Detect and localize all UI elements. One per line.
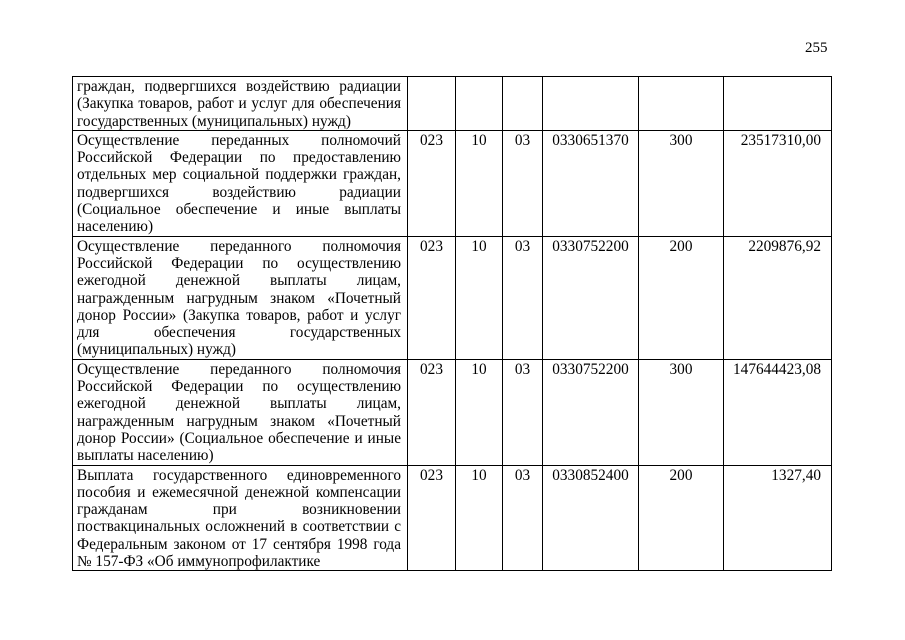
table-row (73, 359, 832, 465)
target-article-cell: 0330752200 (543, 236, 639, 359)
expense-type-cell: 200 (639, 236, 724, 359)
page-number: 255 (805, 40, 828, 56)
table-row (73, 465, 832, 571)
row-name-cell: Осуществление переданного полномочия Российской Федерации по осуществлению ежегодной денежной выплаты лицам, награжденным нагрудным знаком «Почетный донор России» (Закупка товаров, работ и услуг для обеспечения государственных (муниципальных) нужд) (73, 236, 408, 359)
grbs-cell: 023 (408, 359, 456, 465)
grbs-cell: 023 (408, 130, 456, 236)
section-cell: 10 (456, 359, 503, 465)
subsection-cell: 03 (503, 236, 543, 359)
expense-type-cell: 200 (639, 465, 724, 571)
subsection-cell: 03 (503, 359, 543, 465)
subsection-cell: 03 (503, 130, 543, 236)
subsection-cell (503, 77, 543, 131)
row-name-cell: Осуществление переданного полномочия Российской Федерации по осуществлению ежегодной денежной выплаты лицам, награжденным нагрудным знаком «Почетный донор России» (Социальное обеспечение и иные выплаты населению) (73, 359, 408, 465)
amount-cell: 1327,40 (724, 465, 832, 571)
section-cell: 10 (456, 465, 503, 571)
table-row (73, 130, 832, 236)
row-name-cell: граждан, подвергшихся воздействию радиации (Закупка товаров, работ и услуг для обеспечения государственных (муниципальных) нужд) (73, 77, 408, 131)
target-article-cell: 0330651370 (543, 130, 639, 236)
expense-type-cell: 300 (639, 359, 724, 465)
expense-type-cell (639, 77, 724, 131)
amount-cell: 147644423,08 (724, 359, 832, 465)
expense-type-cell: 300 (639, 130, 724, 236)
table-row (73, 77, 832, 131)
amount-cell (724, 77, 832, 131)
amount-cell: 23517310,00 (724, 130, 832, 236)
grbs-cell (408, 77, 456, 131)
row-name-cell: Осуществление переданных полномочий Российской Федерации по предоставлению отдельных мер социальной поддержки граждан, подвергшихся воздействию радиации (Социальное обеспечение и иные выплаты населению) (73, 130, 408, 236)
target-article-cell (543, 77, 639, 131)
section-cell: 10 (456, 130, 503, 236)
budget-table (72, 76, 832, 571)
target-article-cell: 0330752200 (543, 359, 639, 465)
subsection-cell: 03 (503, 465, 543, 571)
table-row (73, 236, 832, 359)
target-article-cell: 0330852400 (543, 465, 639, 571)
grbs-cell: 023 (408, 465, 456, 571)
row-name-cell: Выплата государственного единовременного пособия и ежемесячной денежной компенсации гражданам при возникновении поствакцинальных осложнений в соответствии с Федеральным законом от 17 сентября 1998 года № 157-ФЗ «Об иммунопрофилактике (73, 465, 408, 571)
grbs-cell: 023 (408, 236, 456, 359)
section-cell (456, 77, 503, 131)
amount-cell: 2209876,92 (724, 236, 832, 359)
section-cell: 10 (456, 236, 503, 359)
